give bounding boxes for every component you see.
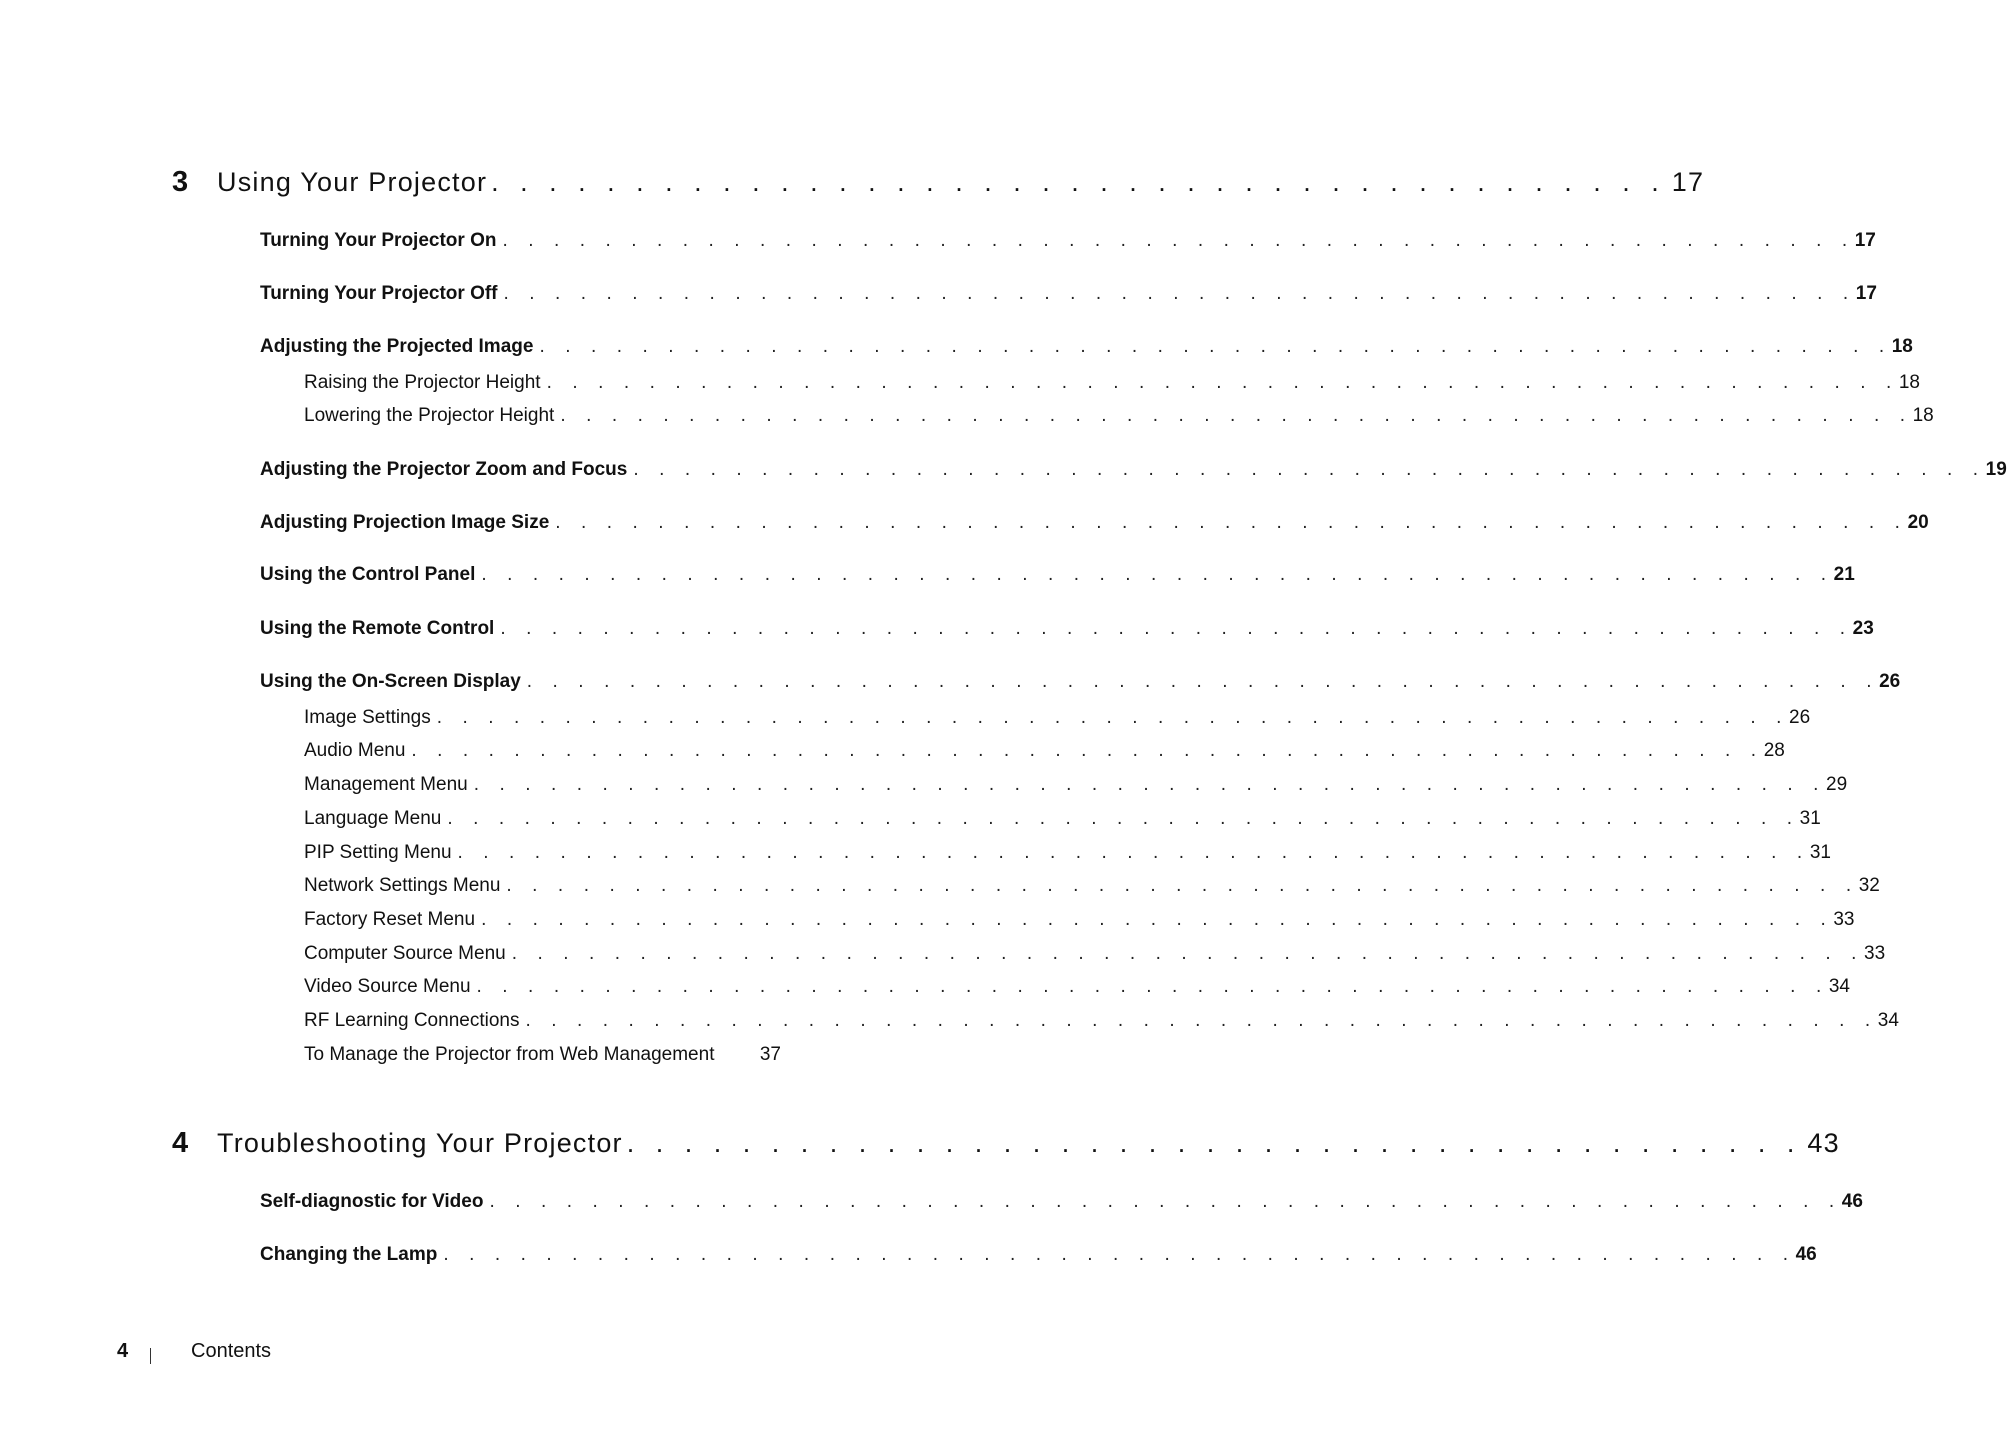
- dot-leader: . . . . . . . . . . . . . . . . . . . . . . . . . . . . . . . . . . . . . . . . . . . . . . . . . . . . .: [633, 459, 1986, 480]
- chapter-number: 4: [172, 1127, 189, 1159]
- toc-entry-title: PIP Setting Menu: [304, 842, 452, 863]
- toc-subentry[interactable]: [304, 738, 1785, 764]
- dot-leader: . . . . . . . . . . . . . . . . . . . . . . . . . . . . . . . . . . . . . . . . . . . . . . . . . . . . .: [503, 283, 1856, 304]
- toc-entry-page: 34: [1828, 976, 1850, 997]
- toc-entry-title: Changing the Lamp: [260, 1244, 438, 1265]
- toc-entry-page: 26: [1789, 707, 1811, 728]
- toc-entry-title: Turning Your Projector On: [260, 230, 497, 251]
- toc-entry-page: 29: [1826, 774, 1848, 795]
- toc-entry-title: Factory Reset Menu: [304, 909, 476, 930]
- toc-entry-page: 28: [1763, 740, 1785, 761]
- dot-leader: . . . . . . . . . . . . . . . . . . . . . . . . . . . . . . . . . . . . . . . . . . . . . . . . . . . . .: [476, 976, 1829, 997]
- toc-entry-title: Using the On-Screen Display: [260, 671, 521, 692]
- footer-section-label: Contents: [191, 1340, 272, 1362]
- toc-entry[interactable]: [260, 616, 1874, 642]
- toc-entry-title: RF Learning Connections: [304, 1010, 520, 1031]
- toc-subentry[interactable]: [304, 705, 1811, 731]
- toc-entry[interactable]: [260, 228, 1876, 254]
- toc-entry-page: 21: [1833, 564, 1855, 585]
- toc-subentry[interactable]: [304, 1042, 781, 1068]
- toc-entry-page: 18: [1898, 372, 1920, 393]
- toc-entry-title: Language Menu: [304, 808, 442, 829]
- toc-entry-page: 17: [1854, 230, 1876, 251]
- dot-leader: . . . . . . . . . . . . . . . . . . . . . . . . . . . . . . . . . . . . . . . . . . . . . . . . . . . . .: [506, 875, 1859, 896]
- dot-leader: . . . . . . . . . . . . . . . . . . . . . . . . . . . . . . . . . . . . . . . . . . . . . . . . . . . . .: [560, 405, 1913, 426]
- toc-subentry[interactable]: [304, 907, 1855, 933]
- toc-entry-page: 46: [1795, 1244, 1817, 1265]
- toc-entry-title: Using the Remote Control: [260, 618, 495, 639]
- footer-divider: [150, 1348, 151, 1364]
- chapter-page-number: 43: [1807, 1128, 1840, 1158]
- chapter-number: 3: [172, 166, 189, 198]
- dot-leader: . . . . . . . . . . . . . . . . . . . . . . . . . . . . . . . . . . . . . . . . . . . . . . . . . . . . .: [546, 372, 1899, 393]
- dot-leader: . . . . . . . . . . . . . . . . . . . . . . . . . . . . . . . . . . . . . . . . . . . . . . . . . . . . .: [502, 230, 1855, 251]
- toc-entry-page: 32: [1858, 875, 1880, 896]
- toc-entry-title: To Manage the Projector from Web Management: [304, 1044, 715, 1065]
- toc-entry-page: 31: [1799, 808, 1821, 829]
- toc-subentry[interactable]: [304, 840, 1831, 866]
- toc-entry-title: Lowering the Projector Height: [304, 405, 555, 426]
- toc-subentry[interactable]: [304, 403, 1934, 429]
- chapter-title: Using Your Projector: [217, 167, 488, 197]
- toc-entry[interactable]: [260, 457, 2007, 483]
- toc-entry[interactable]: [260, 334, 1913, 360]
- toc-subentry[interactable]: [304, 806, 1821, 832]
- toc-subentry[interactable]: [304, 873, 1880, 899]
- toc-entry-page: 46: [1841, 1191, 1863, 1212]
- dot-leader: . . . . . . . . . . . . . . . . . . . . . . . . . . . . . . . . . . . . . . . . . . . . . . . . . . . . .: [525, 1010, 1878, 1031]
- toc-entry-page: 33: [1833, 909, 1855, 930]
- dot-leader: . . . . . . . . . . . . . . . . . . . . . . . . . . . . . . . . . . . . . . . . . . . . . . . . . . . . .: [411, 740, 1764, 761]
- toc-entry-page: 19: [1985, 459, 2007, 480]
- dot-leader: . . . . . . . . . . . . . . . . . . . . . . . . . . . . . . . . . . . . . . . . . . . . . . . . . . . . .: [481, 909, 1834, 930]
- dot-leader: . . . . . . . . . . . . . . . . . . . . . . . . . . . . . . . . . . . . . . . . . . . . . . . . . . . . .: [436, 707, 1790, 728]
- toc-entry-title: Raising the Projector Height: [304, 372, 541, 393]
- dot-leader: . . . . . . . . . . . . . . . . . . . . . . . . . . . . . . . . . . . . . . . . . . . . . . . . . . . . .: [489, 1191, 1842, 1212]
- toc-entry-title: Network Settings Menu: [304, 875, 501, 896]
- footer-page-number: 4: [117, 1340, 129, 1362]
- toc-entry-title: Audio Menu: [304, 740, 406, 761]
- toc-entry-page: 23: [1852, 618, 1874, 639]
- toc-entry-page: 17: [1855, 283, 1877, 304]
- toc-entry-title: Self-diagnostic for Video: [260, 1191, 484, 1212]
- toc-entry-title: Image Settings: [304, 707, 431, 728]
- chapter-page-number: 17: [1671, 167, 1705, 197]
- toc-subentry[interactable]: [304, 941, 1886, 967]
- dot-leader: . . . . . . . . . . . . . . . . . . . . . . . . . . . . . . . . . . . . . . . . . . . . . . . . . . . . .: [511, 943, 1864, 964]
- chapter-title: Troubleshooting Your Projector: [217, 1128, 623, 1158]
- dot-leader: . . . . . . . . . . . . . . . . . . . . . . . . . . . . . . . . . . . . . . . . . . . . . . . . . . . . .: [526, 671, 1880, 692]
- dot-leader: . . . . . . . . . . . . . . . . . . . . . . . . . . . . . . . . . . . . . . . . .: [626, 1128, 1802, 1158]
- toc-entry-title: Video Source Menu: [304, 976, 471, 997]
- dot-leader: . . . . . . . . . . . . . . . . . . . . . . . . . . . . . . . . . . . . . . . . . . . . . . . . . . . . .: [539, 336, 1892, 357]
- toc-entry-page: 31: [1809, 842, 1831, 863]
- dot-leader: . . . . . . . . . . . . . . . . . . . . . . . . . . . . . . . . . . . . . . . . . . . . . . . . . . . . .: [555, 512, 1908, 533]
- toc-subentry[interactable]: [304, 370, 1920, 396]
- toc-entry-title: Adjusting the Projector Zoom and Focus: [260, 459, 628, 480]
- toc-entry[interactable]: [260, 562, 1855, 588]
- chapter-heading-4[interactable]: [172, 1123, 1840, 1163]
- dot-leader: . . . . . . . . . . . . . . . . . . . . . . . . . . . . . . . . . . . . . . . . . . . . . . . . . . . . .: [481, 564, 1834, 585]
- dot-leader: . . . . . . . . . . . . . . . . . . . . . . . . . . . . . . . . . . . . . . . . . . . . . . . . . . . . .: [500, 618, 1853, 639]
- toc-entry[interactable]: [260, 510, 1929, 536]
- toc-entry-title: Computer Source Menu: [304, 943, 506, 964]
- toc-entry[interactable]: [260, 281, 1877, 307]
- toc-entry-page: 18: [1912, 405, 1934, 426]
- dot-leader: . . . . . . . . . . . . . . . . . . . . . . . . . . . . . . . . . . . . . . . . . . . . . . . . . . . . .: [443, 1244, 1796, 1265]
- dot-leader: . . . . . . . . . . . . . . . . . . . . . . . . . . . . . . . . . . . . . . . . . . . . . . . . . . . . .: [473, 774, 1826, 795]
- toc-entry-page: 20: [1907, 512, 1929, 533]
- toc-entry-page: 33: [1864, 943, 1886, 964]
- toc-entry-title: Management Menu: [304, 774, 468, 795]
- toc-entry[interactable]: [260, 1242, 1817, 1268]
- toc-entry-page: 26: [1879, 671, 1901, 692]
- dot-leader: . . . . . . . . . . . . . . . . . . . . . . . . . . . . . . . . . . . . . . . . . . . . . . . . . . . . .: [457, 842, 1810, 863]
- toc-subentry[interactable]: [304, 974, 1850, 1000]
- toc-subentry[interactable]: [304, 1008, 1899, 1034]
- toc-entry-title: Adjusting Projection Image Size: [260, 512, 550, 533]
- chapter-heading-3[interactable]: [172, 162, 1705, 202]
- toc-entry-title: Adjusting the Projected Image: [260, 336, 534, 357]
- toc-entry-page: 34: [1877, 1010, 1899, 1031]
- toc-entry-title: Turning Your Projector Off: [260, 283, 498, 304]
- toc-entry[interactable]: [260, 669, 1901, 695]
- toc-entry[interactable]: [260, 1189, 1863, 1215]
- toc-entry-page: 18: [1891, 336, 1913, 357]
- toc-entry-title: Using the Control Panel: [260, 564, 476, 585]
- toc-subentry[interactable]: [304, 772, 1848, 798]
- toc-entry-page: 37: [759, 1044, 781, 1065]
- dot-leader: . . . . . . . . . . . . . . . . . . . . . . . . . . . . . . . . . . . . . . . . . . . . . . . . . . . . .: [447, 808, 1800, 829]
- dot-leader: . . . . . . . . . . . . . . . . . . . . . . . . . . . . . . . . . . . . . . . . .: [491, 167, 1666, 197]
